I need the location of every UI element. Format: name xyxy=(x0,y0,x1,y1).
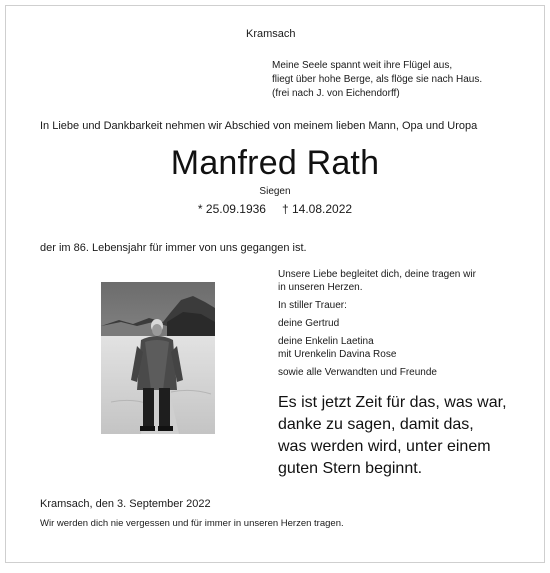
mourners-line: In stiller Trauer: xyxy=(278,300,347,311)
quote xyxy=(278,392,507,480)
quote-line: was werden wird, unter einem xyxy=(278,438,491,455)
header-place: Kramsach xyxy=(246,28,296,40)
intro-text: In Liebe und Dankbarkeit nehmen wir Abschied von meinem lieben Mann, Opa und Uropa xyxy=(40,120,478,132)
deceased-origin: Siegen xyxy=(259,186,291,197)
place-date: Kramsach, den 3. September 2022 xyxy=(40,498,211,510)
mourners-line: in unseren Herzen. xyxy=(278,282,363,293)
mourners-line: Unsere Liebe begleitet dich, deine tragen wir xyxy=(278,269,476,280)
poem xyxy=(272,59,482,101)
poem-line: (frei nach J. von Eichendorff) xyxy=(272,88,400,99)
closing-text: Wir werden dich nie vergessen und für immer in unseren Herzen tragen. xyxy=(40,518,344,529)
portrait-photo-image xyxy=(101,282,215,434)
quote-line: guten Stern beginnt. xyxy=(278,460,423,477)
quote-line: danke zu sagen, damit das, xyxy=(278,416,474,433)
mourners-line: deine Enkelin Laetina xyxy=(278,336,374,347)
mourners-line: mit Urenkelin Davina Rose xyxy=(278,349,397,360)
mourners-line: deine Gertrud xyxy=(278,318,340,329)
mourners-line: sowie alle Verwandten und Freunde xyxy=(278,367,437,378)
passed-text: der im 86. Lebensjahr für immer von uns gegangen ist. xyxy=(40,242,307,254)
quote-line: Es ist jetzt Zeit für das, was war, xyxy=(278,394,507,411)
poem-line: Meine Seele spannt weit ihre Flügel aus, xyxy=(272,60,453,71)
life-dates xyxy=(6,202,544,216)
deceased-name: Manfred Rath xyxy=(170,144,380,182)
portrait-photo xyxy=(101,282,215,434)
poem-line: fliegt über hohe Berge, als flöge sie nach Haus. xyxy=(272,74,483,85)
death-date: † 14.08.2022 xyxy=(281,202,353,216)
mourners-block xyxy=(278,268,476,379)
birth-date: * 25.09.1936 xyxy=(197,202,266,216)
obituary-notice xyxy=(5,5,545,563)
